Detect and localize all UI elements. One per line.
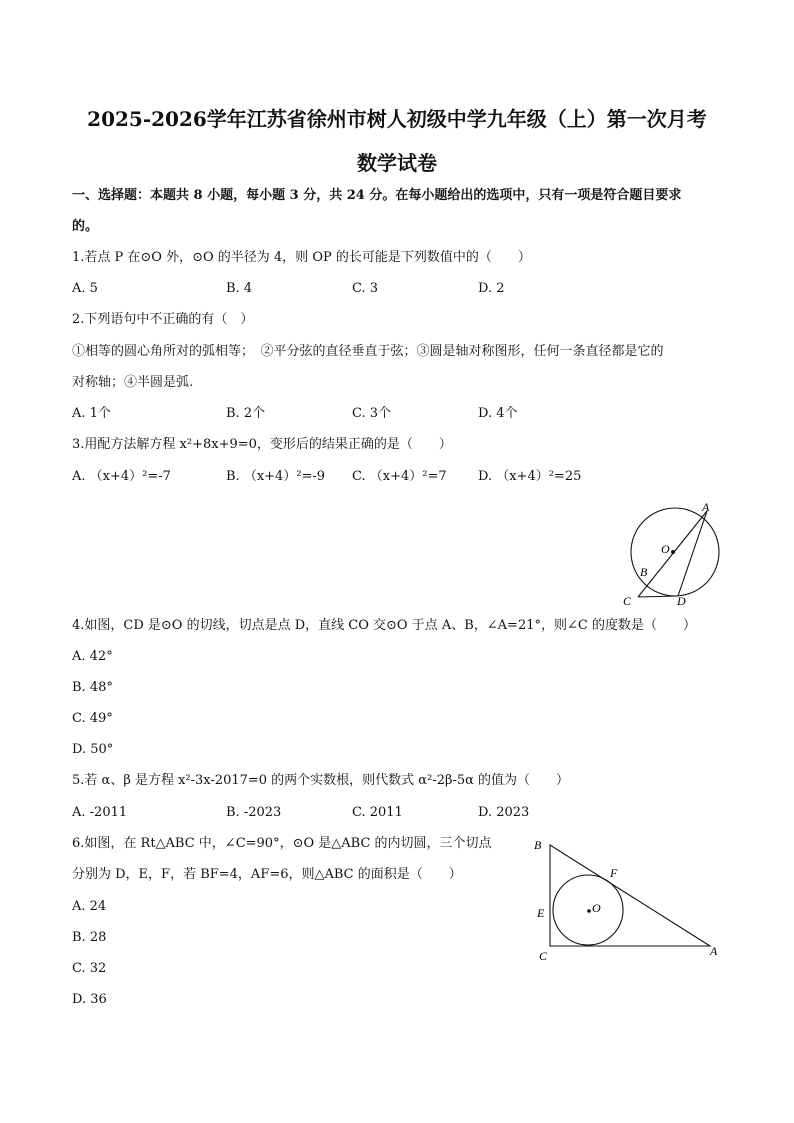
question-6-stem: 6.如图，在 Rt△ABC 中，∠C=90°，⊙O 是△ABC 的内切圆，三个切点 <box>72 836 492 851</box>
center-point-o <box>587 909 591 913</box>
q6-option-c: C. 32 <box>72 961 107 976</box>
question-2-stem: 2.下列语句中不正确的有（ ） <box>72 312 254 327</box>
triangle-abc <box>550 845 710 946</box>
q3-option-d: D. （x+4）²=25 <box>478 469 582 484</box>
q1-option-b: B. 4 <box>226 281 253 296</box>
center-point-o <box>671 550 675 554</box>
question-2-statements: ①相等的圆心角所对的弧相等； ②平分弦的直径垂直于弦；③圆是轴对称图形，任何一条直径都是它的 <box>72 344 664 359</box>
label-b: B <box>534 838 542 852</box>
q4-option-a: A. 42° <box>72 649 113 664</box>
question-1-stem: 1.若点 P 在⊙O 外，⊙O 的半径为 4，则 OP 的长可能是下列数值中的（ ） <box>72 250 531 265</box>
line-cd-tangent <box>638 596 678 597</box>
q3-option-c: C. （x+4）²=7 <box>352 469 447 484</box>
question-6-figure <box>528 834 728 968</box>
question-4-figure <box>612 496 740 612</box>
q5-option-c: C. 2011 <box>352 805 403 820</box>
line-ad <box>678 511 707 596</box>
label-a: A <box>702 500 710 514</box>
q2-option-d: D. 4个 <box>478 406 518 421</box>
label-f: F <box>610 866 618 880</box>
q5-option-d: D. 2023 <box>478 805 530 820</box>
page-title: 2025-2026学年江苏省徐州市树人初级中学九年级（上）第一次月考 <box>87 107 707 131</box>
q6-option-b: B. 28 <box>72 930 107 945</box>
q5-option-a: A. -2011 <box>72 805 128 820</box>
label-c: C <box>539 949 548 963</box>
q4-option-d: D. 50° <box>72 742 114 757</box>
label-e: E <box>537 906 545 920</box>
q2-option-a: A. 1个 <box>72 406 111 421</box>
q2-option-c: C. 3个 <box>352 406 392 421</box>
q3-option-b: B. （x+4）²=-9 <box>226 469 326 484</box>
q6-option-a: A. 24 <box>72 899 107 914</box>
q4-option-c: C. 49° <box>72 711 113 726</box>
label-o: O <box>592 901 601 915</box>
label-c: C <box>623 594 632 608</box>
q2-option-b: B. 2个 <box>226 406 266 421</box>
label-o: O <box>661 542 670 556</box>
label-d: D <box>677 594 686 608</box>
q1-option-a: A. 5 <box>72 281 98 296</box>
q5-option-b: B. -2023 <box>226 805 282 820</box>
label-b: B <box>640 565 648 579</box>
question-4-stem: 4.如图，CD 是⊙O 的切线，切点是点 D，直线 CO 交⊙O 于点 A、B，∠A=21°，则∠C 的度数是（ ） <box>72 618 696 633</box>
question-3-stem: 3.用配方法解方程 x²+8x+9=0，变形后的结果正确的是（ ） <box>72 437 452 452</box>
question-5-stem: 5.若 α、β 是方程 x²-3x-2017=0 的两个实数根，则代数式 α²-2β-5α 的值为（ ） <box>72 773 570 788</box>
section-header-cont: 的。 <box>72 219 99 234</box>
question-6-stem-cont: 分别为 D，E，F，若 BF=4，AF=6，则△ABC 的面积是（ ） <box>72 867 462 882</box>
q6-option-d: D. 36 <box>72 992 107 1007</box>
q4-option-b: B. 48° <box>72 680 113 695</box>
label-a: A <box>710 944 718 958</box>
q1-option-d: D. 2 <box>478 281 505 296</box>
q3-option-a: A. （x+4）²=-7 <box>72 469 171 484</box>
section-header: 一、选择题：本题共 8 小题，每小题 3 分，共 24 分。在每小题给出的选项中，只有一项是符合题目要求 <box>72 188 682 203</box>
q1-option-c: C. 3 <box>352 281 379 296</box>
line-ca <box>638 511 707 597</box>
question-2-statements-cont: 对称轴；④半圆是弧. <box>72 375 194 390</box>
page-subtitle: 数学试卷 <box>357 151 437 175</box>
